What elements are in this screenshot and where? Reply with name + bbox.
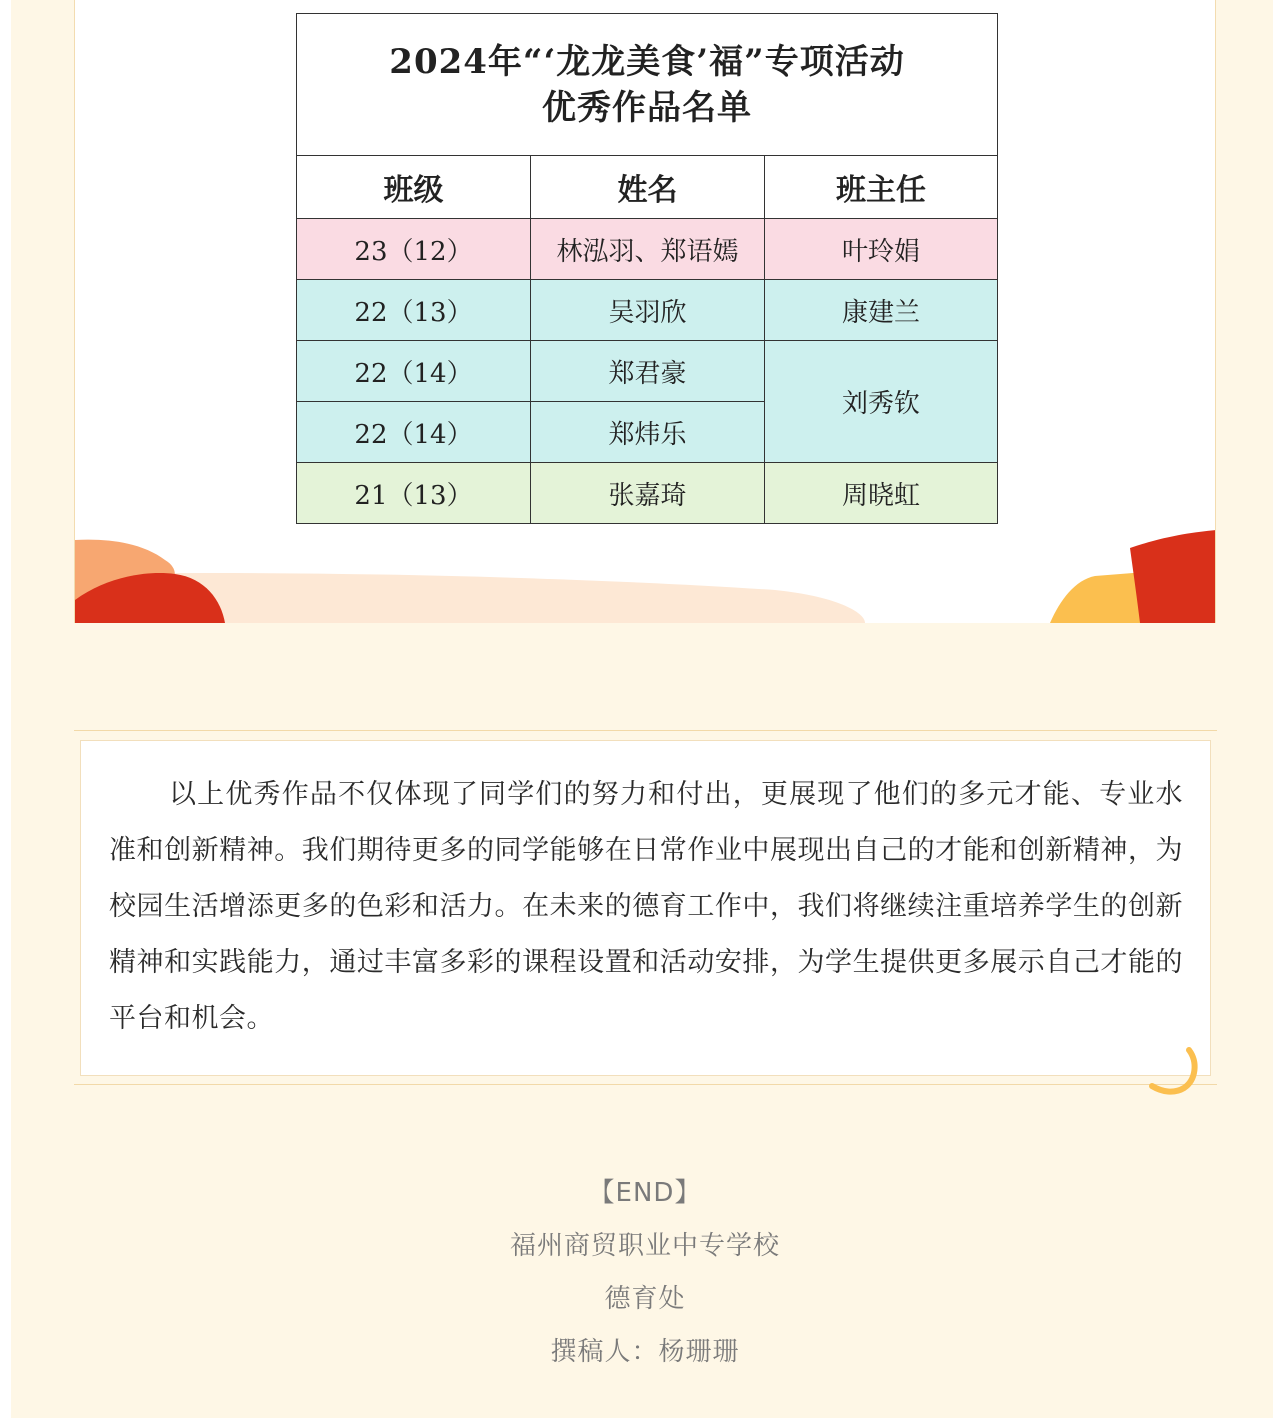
cell-teacher: 康建兰 xyxy=(765,280,998,341)
table-row xyxy=(297,219,998,280)
cell-class: 22（13） xyxy=(297,280,531,341)
cell-teacher: 刘秀钦 xyxy=(765,341,998,463)
cell-class: 23（12） xyxy=(297,219,531,280)
table-title-line1: 2024年“‘龙龙美食’福”专项活动 xyxy=(389,41,905,82)
author-credit: 撰稿人：杨珊珊 xyxy=(550,1337,740,1367)
school-name: 福州商贸职业中专学校 xyxy=(509,1231,780,1261)
cell-teacher: 叶玲娟 xyxy=(765,219,998,280)
table-title-line2: 优秀作品名单 xyxy=(542,87,752,128)
cell-name: 郑炜乐 xyxy=(531,402,765,463)
table-card xyxy=(74,0,1216,623)
award-list-table xyxy=(296,13,998,524)
cell-name: 郑君豪 xyxy=(531,341,765,402)
department-name: 德育处 xyxy=(604,1284,686,1314)
divider-bottom xyxy=(74,1084,1217,1085)
corner-arc-decoration xyxy=(1140,1040,1200,1100)
summary-paragraph: 以上优秀作品不仅体现了同学们的努力和付出，更展现了他们的多元才能、专业水准和创新精神。我们期待更多的同学能够在日常作业中展现出自己的才能和创新精神，为校园生活增添更多的色彩和活力。在未来的德育工作中，我们将继续注重培养学生的创新精神和实践能力，通过丰富多彩的课程设置和活动安排，为学生提供更多展示自己才能的平台和机会。 xyxy=(109,779,1183,1034)
header-class: 班级 xyxy=(297,156,531,219)
summary-box xyxy=(80,740,1211,1076)
cell-class: 21（13） xyxy=(297,463,531,524)
cell-name: 吴羽欣 xyxy=(531,280,765,341)
table-row xyxy=(297,341,998,402)
end-marker: 【END】 xyxy=(588,1178,702,1208)
cell-name: 张嘉琦 xyxy=(531,463,765,524)
cell-class: 22（14） xyxy=(297,341,531,402)
divider-top xyxy=(74,730,1217,731)
header-name: 姓名 xyxy=(531,156,765,219)
cell-name: 林泓羽、郑语嫣 xyxy=(531,219,765,280)
table-row xyxy=(297,463,998,524)
table-row xyxy=(297,280,998,341)
table-title xyxy=(297,14,998,156)
header-teacher: 班主任 xyxy=(765,156,998,219)
cell-teacher: 周晓虹 xyxy=(765,463,998,524)
cell-class: 22（14） xyxy=(297,402,531,463)
